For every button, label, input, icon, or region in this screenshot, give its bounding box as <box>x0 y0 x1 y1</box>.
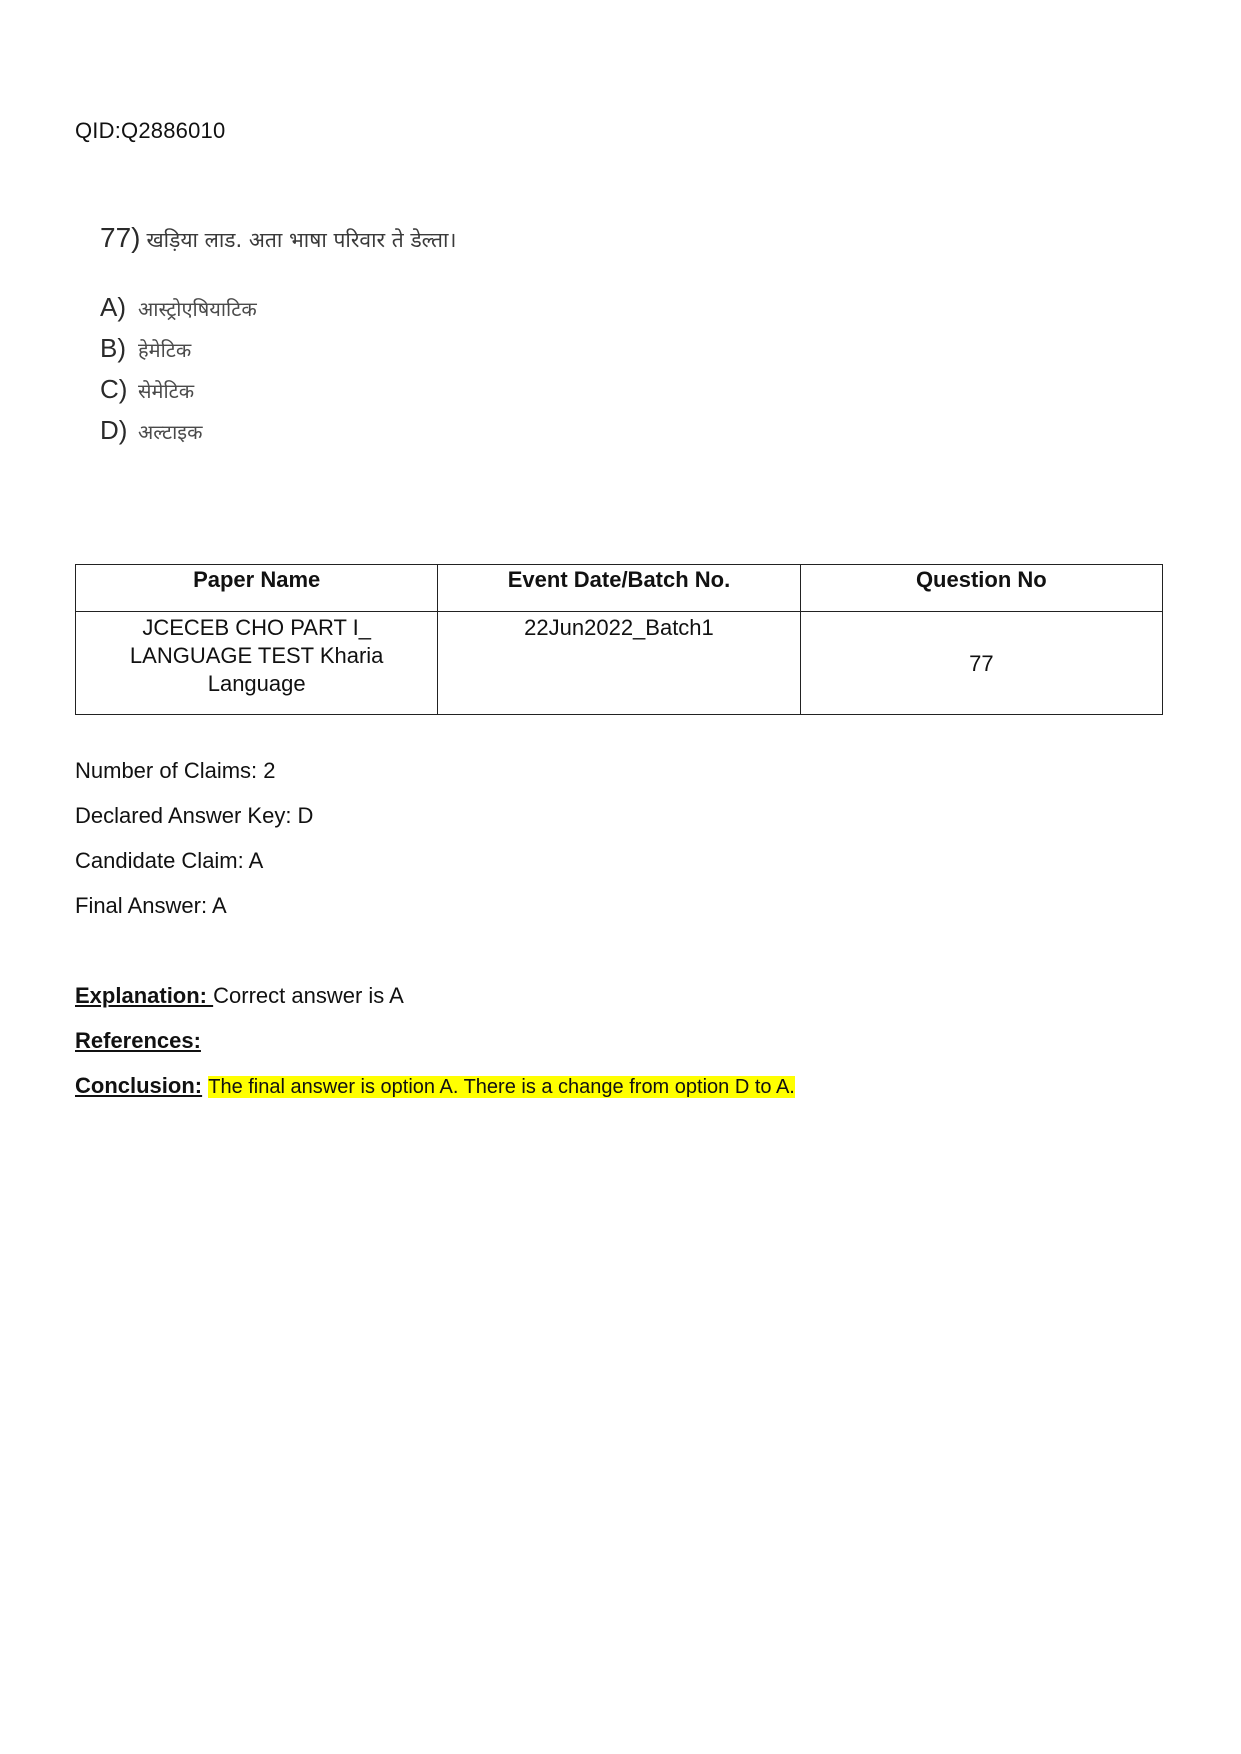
declared-answer-key: Declared Answer Key: D <box>75 803 314 828</box>
option-text: हेमेटिक <box>138 338 192 362</box>
cell-question-no: 77 <box>800 612 1162 715</box>
paper-name-line: Language <box>207 671 306 696</box>
conclusion-line <box>75 1073 795 1099</box>
option-letter: C) <box>100 374 128 404</box>
explanation-text: Correct answer is A <box>213 983 404 1008</box>
conclusion-text-highlight: The final answer is option A. There is a change from option D to A. <box>208 1076 795 1098</box>
paper-name-line: JCECEB CHO PART I_ <box>142 615 371 640</box>
option-letter: B) <box>100 333 126 363</box>
option-text: सेमेटिक <box>138 379 195 403</box>
candidate-claim: Candidate Claim: A <box>75 848 264 873</box>
table-header-row <box>76 565 1163 612</box>
header-paper-name: Paper Name <box>76 565 438 612</box>
cell-paper-name <box>76 612 438 715</box>
question-text: खड़िया लाड. अता भाषा परिवार ते डेल्ता। <box>146 228 457 252</box>
references-line <box>75 1028 201 1054</box>
cell-event-batch: 22Jun2022_Batch1 <box>438 612 800 715</box>
option-letter: A) <box>100 292 126 322</box>
option-a <box>100 292 456 333</box>
question-image-block <box>100 222 456 456</box>
paper-info-table <box>75 564 1163 715</box>
explanation-line <box>75 983 404 1009</box>
table-row <box>76 612 1163 715</box>
header-event-date-batch: Event Date/Batch No. <box>438 565 800 612</box>
question-id: QID:Q2886010 <box>75 118 226 143</box>
paper-name-line: LANGUAGE TEST Kharia <box>129 643 384 668</box>
conclusion-label: Conclusion: <box>75 1073 203 1098</box>
option-letter: D) <box>100 415 128 445</box>
option-text: अल्टाइक <box>138 420 203 444</box>
final-answer: Final Answer: A <box>75 893 227 918</box>
options-list <box>100 292 456 456</box>
explanation-label: Explanation: <box>75 983 214 1008</box>
header-question-no: Question No <box>800 565 1162 612</box>
number-of-claims: Number of Claims: 2 <box>75 758 276 783</box>
references-label: References: <box>75 1028 201 1053</box>
question-line <box>100 222 456 262</box>
option-d <box>100 415 456 456</box>
option-c <box>100 374 456 415</box>
question-number: 77) <box>100 222 141 253</box>
option-text: आस्ट्रोएषियाटिक <box>138 297 257 321</box>
option-b <box>100 333 456 374</box>
